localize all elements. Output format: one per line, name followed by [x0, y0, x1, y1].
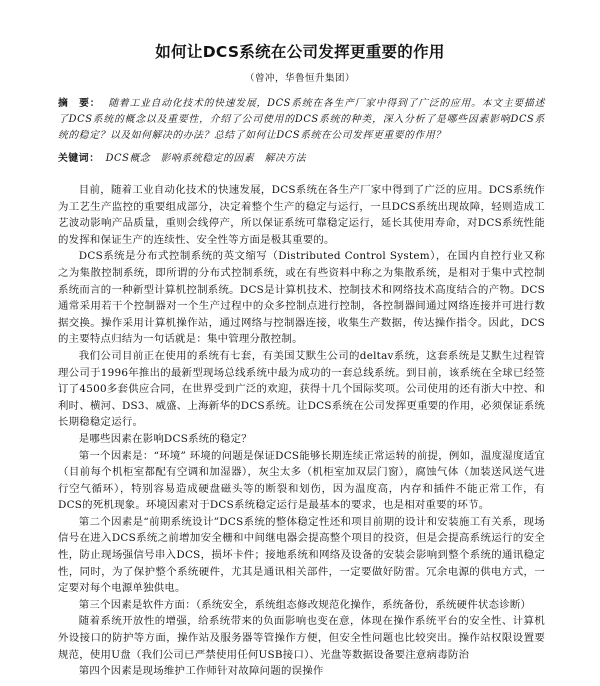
keywords-text: DCS概念 影响系统稳定的因素 解决方法: [105, 153, 307, 164]
body-paragraph: 目前，随着工业自动化技术的快速发展，DCS系统在各生产厂家中得到了广泛的应用。DCS系统作为工艺生产监控的重要组成部分，决定着整个生产的稳定与运行，一旦DCS系统出现故障，轻则造成工艺波动影响产品质量，重则会线停产，所以保证系统可靠稳定运行，延长其使用寿命，对DCS系统性能的发挥和保证生产的连续性、安全性等方面是极其重要的。: [58, 184, 545, 246]
abstract-text: 随着工业自动化技术的快速发展，DCS系统在各生产厂家中得到了广泛的应用。本文主要描述了DCS系统的概念以及重要性，介绍了公司使用的DCS系统的种类，深入分析了是哪些因素影响DCS系统的稳定？以及如何解决的办法？总结了如何让DCS系统在公司发挥更重要的作用？: [58, 98, 545, 142]
body-paragraph: 我们公司目前正在使用的系统有七套，有美国艾默生公司的deltav系统，这套系统是艾默生过程管理公司于1996年推出的最新型现场总线系统中最为成功的一套总线系统。到目前，该系统在全球已经签订了4500多套供应合同，在世界受到广泛的欢迎，获得十几个国际奖项。公司使用的还有浙大中控、和利时、横河、DS3、威盛、上海新华的DCS系统。让DCS系统在公司发挥更重要的作用，必须保证系统长期稳稳定运行。: [58, 349, 545, 429]
keywords-label: 关键词：: [58, 153, 100, 164]
abstract-label: 摘 要：: [58, 98, 101, 109]
body-paragraph: 第二个因素是“前期系统设计”DCS系统的整体稳定性还和项目前期的设计和安装施工有关系，现场信号在进入DCS系统之前增加安全栅和中间继电器会提高整个项目的投资，但是会提高系统运行的安全性，防止现场强信号串入DCS，损坏卡件；接地系统和网络及设备的安装会影响到整个系统的通讯稳定性，同时，为了保护整个系统硬件，尤其是通讯相关部件，一定要做好防雷。冗余电源的供电方式，一定要对每个电源单独供电。: [58, 515, 545, 595]
abstract-block: [58, 96, 545, 145]
article-author: （曾冲，华鲁恒升集团）: [244, 73, 355, 84]
article-body: [58, 182, 545, 680]
section-question: 是哪些因素在影响DCS系统的稳定？: [78, 432, 252, 445]
body-paragraph: 第一个因素是：“环境” 环境的问题是保证DCS能够长期连续正常运转的前提，例如，温度湿度适宜（目前每个机柜室都配有空调和加湿器），灰尘太多（机柜室加双层门窗），腐蚀气体（加装送风送气进行空气循环），特别容易造成硬盘磁头等的断裂和划伤，因为温度高，内存和插件不能正常工作，有DCS的死机现象。环境因素对于DCS系统稳定运行是最基本的要求，也是相对重要的环节。: [58, 449, 545, 512]
body-paragraph: 第四个因素是现场维护工作师针对故障问题的误操作: [78, 665, 324, 678]
body-paragraph: DCS系统是分布式控制系统的英文缩写（Distributed Control System），在国内自控行业又称之为集散控制系统，即所谓的分布式控制系统，或在有些资料中称之为集散系统，是相对于集中式控制系统而言的一种新型计算机控制系统。DCS是计算机技术、控制技术和网络技术高度结合的产物。DCS通常采用若干个控制器对一个生产过程中的众多控制点进行控制，各控制器间通过网络连接并可进行数据交换。操作采用计算机操作站，通过网络与控制器连接，收集生产数据，传达操作指令。因此，DCS的主要特点归结为一句话就是：集中管理分散控制。: [58, 250, 545, 346]
body-paragraph: 第三个因素是软件方面：（系统安全，系统组态修改规范化操作，系统备份，系统硬件状态诊断）: [78, 598, 532, 611]
keywords-block: [58, 151, 545, 167]
article-title: 如何让DCS系统在公司发挥更重要的作用: [155, 43, 445, 61]
body-paragraph: 随着系统开放性的增强，给系统带来的负面影响也变在意，体现在操作系统平台的安全性、计算机外设接口的防护等方面，操作站及服务器等管操作方便，但安全性问题也比较突出。操作站权限设置要规范，使用U盘（我们公司已严禁使用任何USB接口）、光盘等数据设备要注意病毒防治: [58, 615, 545, 661]
